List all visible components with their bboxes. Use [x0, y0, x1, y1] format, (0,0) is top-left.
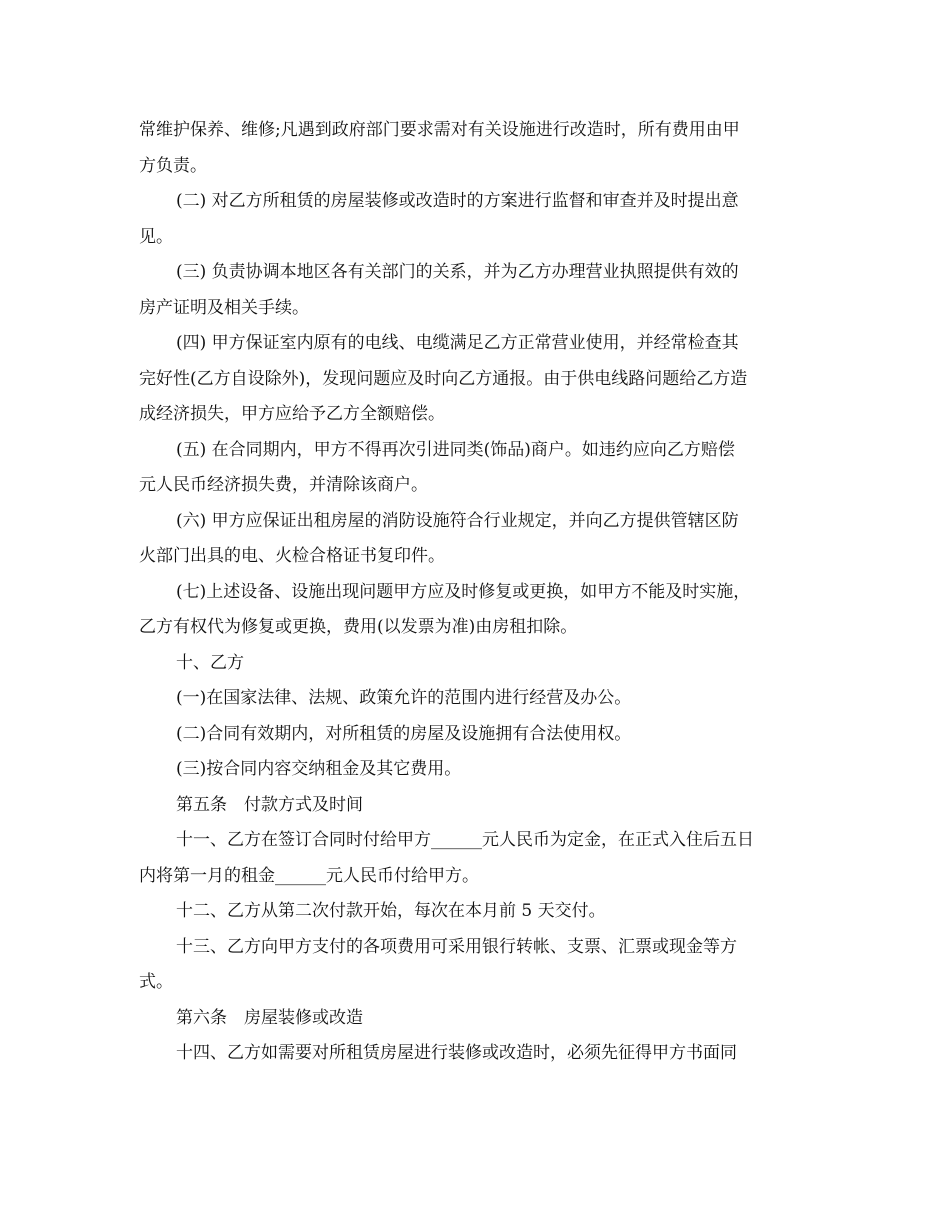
document-body — [139, 113, 814, 1072]
text-line: 火部门出具的电、火检合格证书复印件。 — [139, 546, 445, 566]
article-heading: 第五条 付款方式及时间 — [176, 794, 363, 815]
text-line: 十四、乙方如需要对所租赁房屋进行装修或改造时，必须先征得甲方书面同 — [176, 1043, 737, 1063]
text-line: 乙方有权代为修复或更换，费用(以发票为准)由房租扣除。 — [139, 617, 578, 637]
text-line: (七)上述设备、设施出现问题甲方应及时修复或更换，如甲方不能及时实施， — [176, 581, 751, 602]
text-line: 元人民币经济损失费，并清除该商户。 — [139, 475, 428, 495]
text-line: (六) 甲方应保证出租房屋的消防设施符合行业规定，并向乙方提供管辖区防 — [176, 510, 739, 531]
text-line: 完好性(乙方自设除外)，发现问题应及时向乙方通报。由于供电线路问题给乙方造 — [139, 368, 748, 389]
text-line: 十二、乙方从第二次付款开始，每次在本月前 5 天交付。 — [176, 901, 606, 921]
text-line: 见。 — [139, 226, 173, 247]
text-line: 十一、乙方在签订合同时付给甲方______元人民币为定金，在正式入住后五日 — [176, 830, 754, 850]
text-line: 式。 — [139, 972, 173, 992]
text-line: 方负责。 — [139, 155, 207, 176]
text-line: (二)合同有效期内，对所租赁的房屋及设施拥有合法使用权。 — [176, 723, 632, 744]
text-line: 十三、乙方向甲方支付的各项费用可采用银行转帐、支票、汇票或现金等方 — [176, 936, 737, 957]
text-line: (五) 在合同期内，甲方不得再次引进同类(饰品)商户。如违约应向乙方赔偿 — [176, 439, 735, 460]
text-line: 成经济损失，甲方应给予乙方全额赔偿。 — [139, 404, 445, 424]
article-heading: 第六条 房屋装修或改造 — [176, 1007, 363, 1028]
text-line: (四) 甲方保证室内原有的电线、电缆满足乙方正常营业使用，并经常检查其 — [176, 333, 739, 353]
text-line: (三)按合同内容交纳租金及其它费用。 — [176, 759, 462, 779]
text-line: 常维护保养、维修;凡遇到政府部门要求需对有关设施进行改造时，所有费用由甲 — [139, 120, 740, 140]
text-line: (二) 对乙方所租赁的房屋装修或改造时的方案进行监督和审查并及时提出意 — [176, 191, 739, 211]
text-line: (三) 负责协调本地区各有关部门的关系，并为乙方办理营业执照提供有效的 — [176, 262, 739, 282]
section-heading: 十、乙方 — [176, 652, 244, 673]
text-line: 内将第一月的租金______元人民币付给甲方。 — [139, 865, 479, 886]
text-line: 房产证明及相关手续。 — [139, 297, 309, 318]
text-line: (一)在国家法律、法规、政策允许的范围内进行经营及办公。 — [176, 688, 632, 708]
